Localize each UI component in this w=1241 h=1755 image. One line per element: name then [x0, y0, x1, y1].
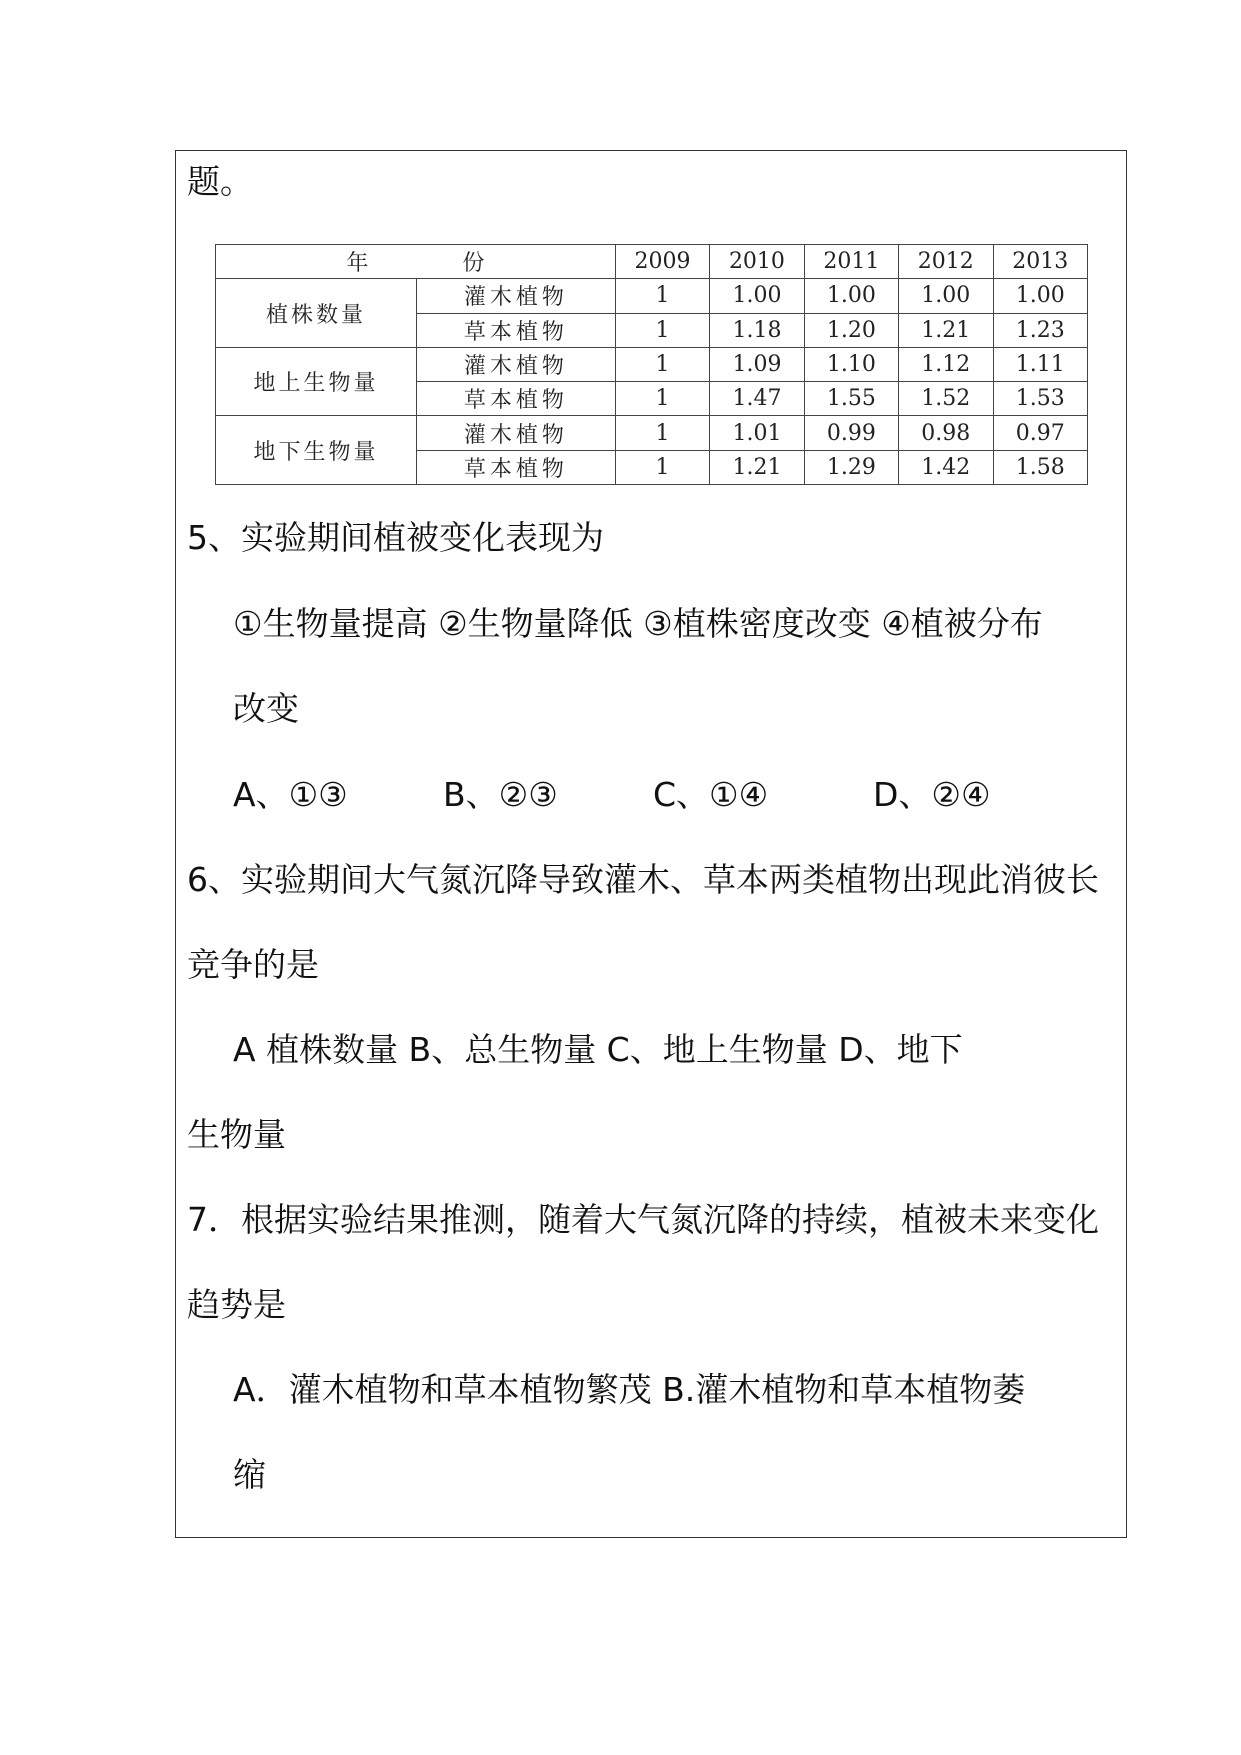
subgroup-label: 草本植物: [417, 382, 616, 416]
table-cell: 1.58: [993, 450, 1088, 484]
q6-options-line[interactable]: A 植株数量 B、总生物量 C、地上生物量 D、地下: [233, 1030, 963, 1069]
table-cell: 1.20: [804, 313, 898, 347]
table-cell: 0.98: [899, 416, 993, 450]
year-2012: 2012: [899, 245, 993, 279]
table-cell: 1.00: [804, 279, 898, 313]
table-cell: 1.00: [899, 279, 993, 313]
subgroup-label: 草本植物: [417, 313, 616, 347]
table-cell: 1.23: [993, 313, 1088, 347]
table-row: [216, 279, 1088, 313]
year-header-a: 年: [346, 251, 369, 277]
subgroup-label: 灌木植物: [417, 279, 616, 313]
table-cell: 1: [615, 382, 709, 416]
q7-options-tail: 缩: [233, 1455, 266, 1494]
data-table: [215, 244, 1088, 485]
table-cell: 1.21: [899, 313, 993, 347]
subgroup-label: 灌木植物: [417, 347, 616, 381]
table-cell: 1.47: [710, 382, 804, 416]
table-cell: 1.00: [710, 279, 804, 313]
table-cell: 0.97: [993, 416, 1088, 450]
q5-items-line1: ①生物量提高 ②生物量降低 ③植株密度改变 ④植被分布: [233, 604, 1043, 643]
table-cell: 1.29: [804, 450, 898, 484]
q5-option-c[interactable]: C、①④: [653, 775, 769, 814]
table-cell: 1.00: [993, 279, 1088, 313]
subgroup-label: 灌木植物: [417, 416, 616, 450]
year-2013: 2013: [993, 245, 1088, 279]
q6-stem-line2: 竞争的是: [187, 945, 319, 984]
q5-items-line2: 改变: [233, 689, 299, 728]
year-2009: 2009: [615, 245, 709, 279]
intro-tail-text: 题。: [187, 162, 253, 201]
year-2011: 2011: [804, 245, 898, 279]
table-cell: 1.10: [804, 347, 898, 381]
group-label: 植株数量: [216, 279, 417, 348]
table-cell: 1: [615, 279, 709, 313]
table-cell: 1.01: [710, 416, 804, 450]
q7-stem-line1: 7．根据实验结果推测，随着大气氮沉降的持续，植被未来变化: [187, 1200, 1099, 1239]
table-cell: 1.52: [899, 382, 993, 416]
table-cell: 1.09: [710, 347, 804, 381]
year-header-cell: [216, 245, 616, 279]
table-cell: 1.53: [993, 382, 1088, 416]
table-cell: 1.18: [710, 313, 804, 347]
table-row: [216, 416, 1088, 450]
table-header-row: [216, 245, 1088, 279]
year-header-b: 份: [462, 251, 485, 277]
q5-option-b[interactable]: B、②③: [443, 775, 558, 814]
q5-options: [0, 775, 1241, 815]
table-cell: 1.12: [899, 347, 993, 381]
q5-stem: 5、实验期间植被变化表现为: [187, 518, 604, 557]
year-2010: 2010: [710, 245, 804, 279]
table-cell: 1: [615, 416, 709, 450]
table-cell: 0.99: [804, 416, 898, 450]
table-cell: 1: [615, 313, 709, 347]
table-cell: 1: [615, 450, 709, 484]
q7-options-line[interactable]: A．灌木植物和草本植物繁茂 B.灌木植物和草本植物萎: [233, 1370, 1026, 1409]
q5-option-a[interactable]: A、①③: [233, 775, 348, 814]
subgroup-label: 草本植物: [417, 450, 616, 484]
table-cell: 1.21: [710, 450, 804, 484]
q5-option-d[interactable]: D、②④: [873, 775, 991, 814]
group-label: 地上生物量: [216, 347, 417, 416]
table-cell: 1.55: [804, 382, 898, 416]
table-cell: 1.11: [993, 347, 1088, 381]
q7-stem-line2: 趋势是: [187, 1285, 286, 1324]
q6-options-tail: 生物量: [187, 1115, 286, 1154]
q6-stem-line1: 6、实验期间大气氮沉降导致灌木、草本两类植物出现此消彼长: [187, 860, 1099, 899]
table-cell: 1.42: [899, 450, 993, 484]
table-row: [216, 347, 1088, 381]
group-label: 地下生物量: [216, 416, 417, 485]
table-cell: 1: [615, 347, 709, 381]
